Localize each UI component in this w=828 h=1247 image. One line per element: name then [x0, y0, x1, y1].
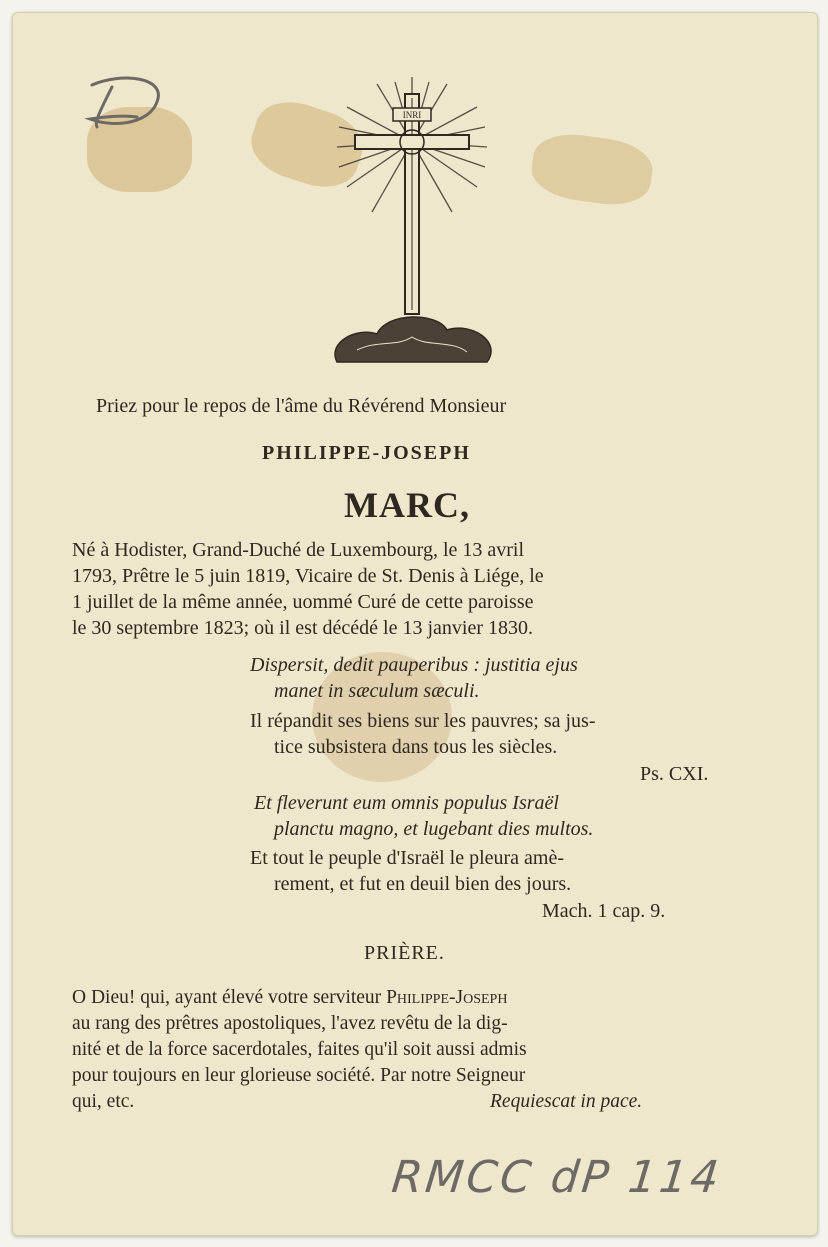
maccabees-reference: Mach. 1 cap. 9. — [542, 900, 666, 922]
bio-line: le 30 septembre 1823; où il est décédé le 13 janvier 1830. — [72, 617, 533, 639]
cross-inscription: INRI — [402, 110, 422, 120]
prayer-text: O Dieu! qui, ayant élevé votre serviteur — [72, 987, 382, 1008]
cross-engraving-icon — [317, 72, 507, 372]
latin-quote-line: Dispersit, dedit pauperibus : justitia ejus — [250, 654, 578, 676]
prayer-title: PRIÈRE. — [364, 942, 445, 964]
prayer-line: nité et de la force sacerdotales, faites qu'il soit aussi admis — [72, 1039, 527, 1060]
french-quote-line: Et tout le peuple d'Israël le pleura amè- — [250, 847, 565, 869]
catalog-number-handwritten: RMCC dP 114 — [389, 1152, 725, 1203]
pencil-initial-mark — [82, 67, 172, 137]
french-quote-line: tice subsistera dans tous les siècles. — [274, 736, 558, 758]
latin-quote-line: Et fleverunt eum omnis populus Israël — [254, 792, 559, 814]
intro-line: Priez pour le repos de l'âme du Révérend Monsieur — [96, 395, 507, 417]
bio-line: Né à Hodister, Grand-Duché de Luxembourg, le 13 avril — [72, 539, 525, 561]
prayer-last-line: qui, etc. — [72, 1091, 135, 1112]
memorial-card — [12, 12, 818, 1236]
french-quote-line: rement, et fut en deuil bien des jours. — [274, 873, 572, 895]
prayer-line — [72, 987, 760, 1009]
requiescat: Requiescat in pace. — [490, 1091, 643, 1112]
prayer-line: pour toujours en leur glorieuse société. Par notre Seigneur — [72, 1065, 526, 1086]
psalm-reference: Ps. CXI. — [640, 763, 709, 785]
prayer-line: au rang des prêtres apostoliques, l'avez revêtu de la dig- — [72, 1013, 508, 1034]
latin-quote-line: manet in sæculum sæculi. — [274, 680, 480, 702]
deceased-first-name: PHILIPPE-JOSEPH — [262, 442, 471, 464]
latin-quote-line: planctu magno, et lugebant dies multos. — [274, 818, 594, 840]
water-stain — [528, 129, 656, 210]
french-quote-line: Il répandit ses biens sur les pauvres; sa jus- — [250, 710, 596, 732]
deceased-last-name: MARC, — [344, 485, 470, 525]
prayer-name: Philippe-Joseph — [386, 987, 508, 1008]
bio-line: 1 juillet de la même année, uommé Curé de cette paroisse — [72, 591, 534, 613]
bio-line: 1793, Prêtre le 5 juin 1819, Vicaire de St. Denis à Liége, le — [72, 565, 544, 587]
